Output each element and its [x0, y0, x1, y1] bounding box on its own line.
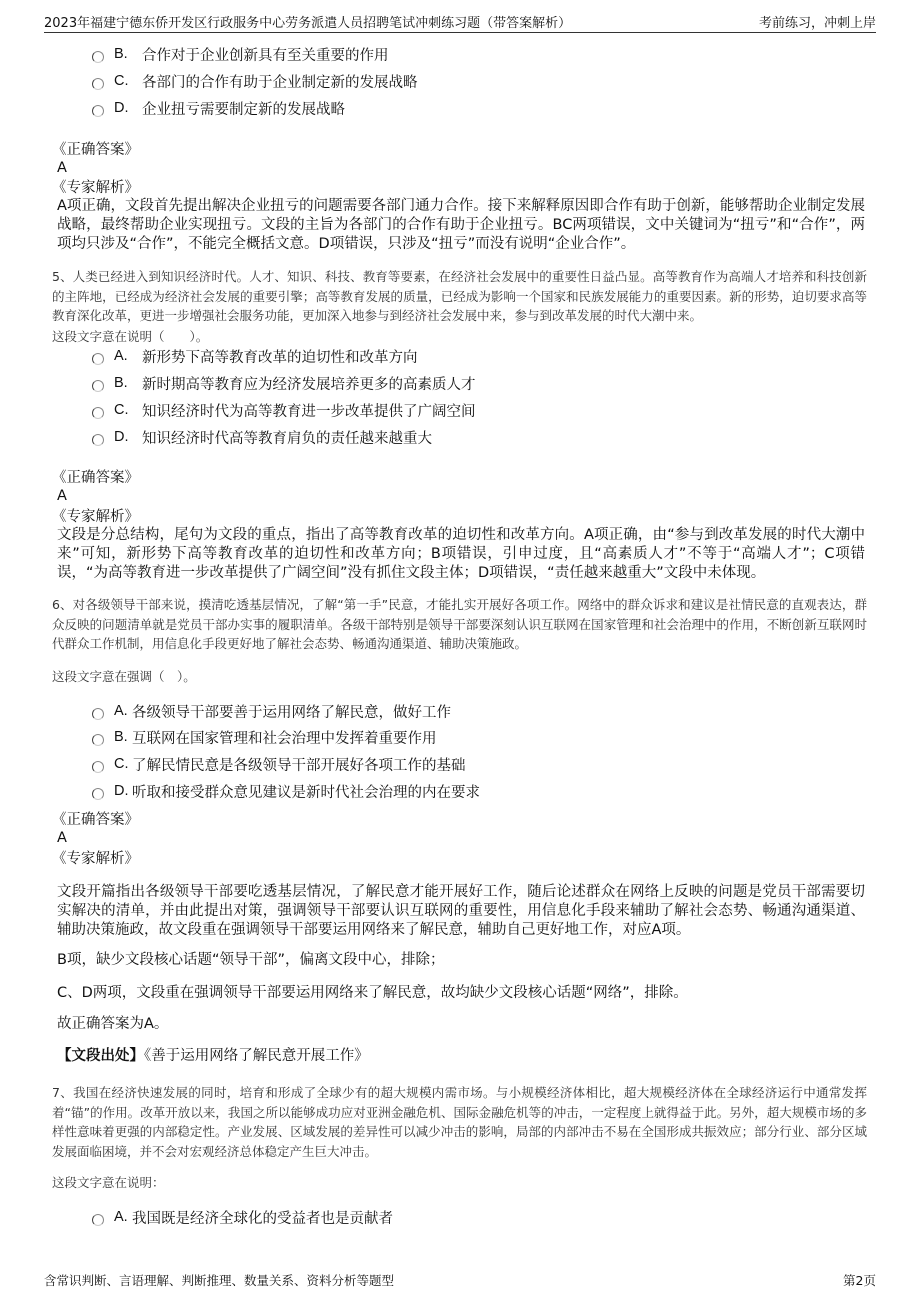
option-text: 听取和接受群众意见建议是新时代社会治理的内在要求	[132, 784, 480, 801]
option-key: A.	[114, 1209, 128, 1225]
page-number: 第2页	[843, 1273, 876, 1288]
radio-icon[interactable]	[92, 788, 104, 800]
option-q4-c[interactable]	[92, 70, 418, 92]
analysis-text: 文段是分总结构，尾句为文段的重点，指出了高等教育改革的迫切性和改革方向。A项正确，由“参与到改革发展的时代大潮中来”可知，新形势下高等教育改革的迫切性和改革方向；B项错误，引申过度，且“高素质人才”不等于“高端人才”；C项错误，“为高等教育进一步改革提供了广阔空间”没有抓住文段主体；D项错误，“责任越来越重大”文段中未体现。	[57, 527, 865, 581]
document-title: 2023年福建宁德东侨开发区行政服务中心劳务派遣人员招聘笔试冲刺练习题（带答案解析）	[44, 16, 572, 31]
question-prompt: 这段文字意在说明（ ）。	[52, 329, 209, 344]
radio-icon[interactable]	[92, 708, 104, 720]
radio-icon[interactable]	[92, 78, 104, 90]
radio-icon[interactable]	[92, 1214, 104, 1226]
option-text: 各部门的合作有助于企业制定新的发展战略	[142, 74, 418, 91]
radio-icon[interactable]	[92, 407, 104, 419]
option-q6-b[interactable]	[92, 726, 437, 748]
radio-icon[interactable]	[92, 353, 104, 365]
option-text: 合作对于企业创新具有至关重要的作用	[142, 47, 389, 64]
option-q6-d[interactable]	[92, 780, 480, 802]
option-text: 我国既是经济全球化的受益者也是贡献者	[132, 1210, 393, 1227]
option-key: A.	[114, 348, 128, 364]
answer-value: A	[57, 830, 67, 846]
option-text: 互联网在国家管理和社会治理中发挥着重要作用	[132, 730, 437, 747]
option-q5-d[interactable]	[92, 426, 432, 448]
option-key: C.	[114, 73, 129, 89]
option-key: B.	[114, 46, 128, 62]
option-text: 新形势下高等教育改革的迫切性和改革方向	[142, 349, 418, 366]
option-q5-b[interactable]	[92, 372, 476, 394]
option-q5-a[interactable]	[92, 345, 418, 367]
option-q7-a[interactable]	[92, 1206, 393, 1228]
radio-icon[interactable]	[92, 761, 104, 773]
option-text: 新时期高等教育应为经济发展培养更多的高素质人才	[142, 376, 476, 393]
option-text: 知识经济时代高等教育肩负的责任越来越重大	[142, 430, 432, 447]
analysis-label: 《专家解析》	[52, 851, 139, 867]
answer-label: 《正确答案》	[52, 470, 139, 486]
source-title: 《善于运用网络了解民意开展工作》	[144, 1048, 369, 1064]
analysis-text: A项正确，文段首先提出解决企业扭亏的问题需要各部门通力合作。接下来解释原因即合作有助于创新，能够帮助企业制定发展战略，最终帮助企业实现扭亏。文段的主旨为各部门的合作有助于企业扭亏。BC两项错误，文中关键词为“扭亏”和“合作”，两项均只涉及“合作”，不能完全概括文意。D项错误，只涉及“扭亏”而没有说明“企业合作”。	[57, 198, 865, 252]
question-stem: 5、人类已经进入到知识经济时代。人才、知识、科技、教育等要素，在经济社会发展中的重要性日益凸显。高等教育作为高端人才培养和科技创新的主阵地，已经成为经济社会发展的重要引擎；高等教育发展的质量，已经成为影响一个国家和民族发展能力的重要因素。新的形势，迫切要求高等教育深化改革，更进一步增强社会服务功能，更加深入地参与到经济社会发展中来，参与到改革发展的时代大潮中来。	[52, 269, 867, 323]
answer-label: 《正确答案》	[52, 812, 139, 828]
option-text: 企业扭亏需要制定新的发展战略	[142, 101, 345, 118]
option-key: C.	[114, 402, 129, 418]
source-line	[57, 1047, 369, 1066]
radio-icon[interactable]	[92, 434, 104, 446]
analysis-label: 《专家解析》	[52, 509, 139, 525]
question-stem: 6、对各级领导干部来说，摸清吃透基层情况，了解“第一手”民意，才能扎实开展好各项工作。网络中的群众诉求和建议是社情民意的直观表达，群众反映的问题清单就是党员干部办实事的履职清单。各级干部特别是领导干部要深刻认识互联网在国家管理和社会治理中的作用，不断创新互联网时代群众工作机制，用信息化手段更好地了解社会态势、畅通沟通渠道、辅助决策施政。	[52, 597, 867, 651]
analysis-label: 《专家解析》	[52, 180, 139, 196]
radio-icon[interactable]	[92, 105, 104, 117]
option-key: D.	[114, 783, 129, 799]
option-key: C.	[114, 756, 129, 772]
radio-icon[interactable]	[92, 51, 104, 63]
option-text: 了解民情民意是各级领导干部开展好各项工作的基础	[132, 757, 466, 774]
option-key: D.	[114, 100, 129, 116]
option-q4-d[interactable]	[92, 97, 345, 119]
option-text: 各级领导干部要善于运用网络了解民意，做好工作	[132, 704, 451, 721]
option-text: 知识经济时代为高等教育进一步改革提供了广阔空间	[142, 403, 476, 420]
radio-icon[interactable]	[92, 380, 104, 392]
option-q4-b[interactable]	[92, 43, 389, 65]
answer-value: A	[57, 488, 67, 504]
option-key: B.	[114, 375, 128, 391]
analysis-text: 故正确答案为A。	[57, 1016, 169, 1032]
footer-note: 含常识判断、言语理解、判断推理、数量关系、资料分析等题型	[44, 1273, 395, 1288]
answer-label: 《正确答案》	[52, 142, 139, 158]
analysis-text: B项，缺少文段核心话题“领导干部”，偏离文段中心，排除；	[57, 952, 445, 968]
question-prompt: 这段文字意在强调（ ）。	[52, 669, 196, 684]
analysis-text: C、D两项，文段重在强调领导干部要运用网络来了解民意，故均缺少文段核心话题“网络”，排除。	[57, 985, 688, 1001]
option-q5-c[interactable]	[92, 399, 476, 421]
question-stem: 7、我国在经济快速发展的同时，培育和形成了全球少有的超大规模内需市场。与小规模经济体相比，超大规模经济体在全球经济运行中通常发挥着“锚”的作用。改革开放以来，我国之所以能够成功应对亚洲金融危机、国际金融危机等的冲击，一定程度上就得益于此。另外，超大规模市场的多样性意味着更强的内部稳定性。产业发展、区域发展的差异性可以减少冲击的影响，局部的内部冲击不易在全国形成共振效应；部分行业、部分区域发展面临困境，并不会对宏观经济总体稳定产生巨大冲击。	[52, 1085, 867, 1159]
radio-icon[interactable]	[92, 734, 104, 746]
header-divider	[44, 32, 876, 33]
answer-value: A	[57, 160, 67, 176]
analysis-text: 文段开篇指出各级领导干部要吃透基层情况，了解民意才能开展好工作，随后论述群众在网络上反映的问题是党员干部需要切实解决的清单，并由此提出对策，强调领导干部要认识互联网的重要性，用信息化手段来辅助了解社会态势、畅通沟通渠道、辅助决策施政，故文段重在强调领导干部要运用网络来了解民意，辅助自己更好地工作，对应A项。	[57, 884, 865, 938]
question-prompt: 这段文字意在说明：	[52, 1175, 165, 1190]
option-key: A.	[114, 703, 128, 719]
option-q6-c[interactable]	[92, 753, 466, 775]
option-key: D.	[114, 429, 129, 445]
header-slogan: 考前练习，冲刺上岸	[758, 16, 876, 31]
option-q6-a[interactable]	[92, 700, 451, 722]
option-key: B.	[114, 729, 128, 745]
source-label: 【文段出处】	[57, 1048, 144, 1064]
